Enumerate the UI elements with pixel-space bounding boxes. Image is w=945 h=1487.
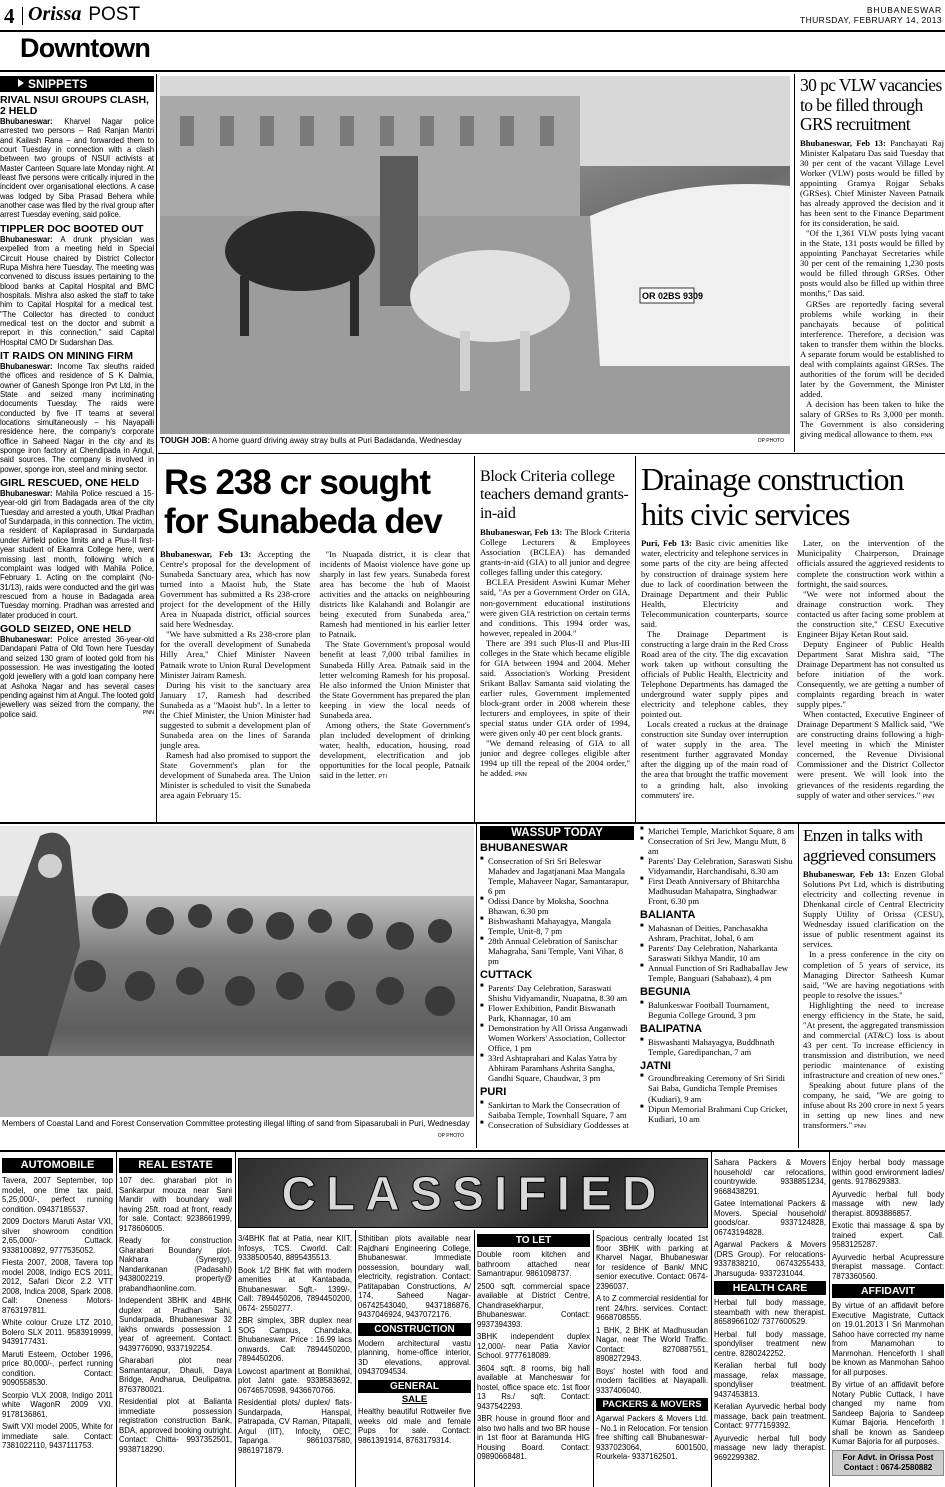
- paragraph: In a press conference in the city on completion of 5 years of service, its Managing Director Satheesh Kumar said, "We are having negotiations with people to resolve the issues.": [803, 949, 944, 1000]
- snippet-headline: TIPPLER DOC BOOTED OUT: [0, 222, 144, 235]
- wassup-label: WASSUP TODAY: [480, 826, 634, 840]
- ad: Agarwal Packers & Movers Ltd. - No.1 in Relocation. For tension free shifting call Bhubaneswar- 9337023064, 6001500, Rourkela- 9337162501.: [596, 1414, 708, 1461]
- enzen-article: [803, 826, 944, 1146]
- snippet-dateline: Bhubaneswar:: [0, 117, 53, 127]
- paragraph: BCLEA President Aswini Kumar Meher said, "As per a Government Order on GIA, non-government educational institutions were given GIA restriction on certain terms and conditions. This 1994 order was, however, repealed in 2004.": [480, 577, 630, 638]
- ad: 3604 sqft. 8 rooms, big hall available at Mancheswar for hostel, office space etc. 1st floor 13 Rs./ sqft. Contact: 9437542293.: [477, 1363, 590, 1411]
- snippet-headline: GOLD SEIZED, ONE HELD: [0, 622, 132, 635]
- classified-col-7: [714, 1158, 826, 1486]
- credit: PNN: [142, 709, 154, 716]
- event-item: ■ Sankirtan to Mark the Consecration of Saibaba Temple, Townhall Square, 7 am: [480, 1100, 634, 1120]
- paragraph: Basic civic amenities like water, electricity and telephone services in some parts of the city are being affected by construction of drainage system here due to lack of coordination between the Drainage Department and their Public Health, Electricity and Telecommunication counterparts, source said.: [641, 538, 789, 629]
- event-item: ■ Dipun Memorial Brahmani Cup Cricket, Kudiari, 10 am: [640, 1104, 795, 1124]
- dateline: Puri, Feb 13:: [641, 538, 692, 549]
- classified-col-3: [238, 1234, 352, 1486]
- snippet-headline: IT RAIDS ON MINING FIRM: [0, 349, 133, 362]
- snippet-headline: GIRL RESCUED, ONE HELD: [0, 477, 140, 490]
- paragraph: GRSes are reportedly facing several problems while working in their panchayats because of political interference. Therefore, a decision was taken to transfer them within the blocks. A separate forum would be established to deal with complaints against GRSes. The authorities of the forum will be decided later by the Government, the Minister added.: [800, 298, 944, 399]
- section-title: Downtown: [20, 33, 151, 63]
- ad: 3BR house in ground floor and also two halls and two BR house in 1st floor at Baramunda HIG Housing Board. Contact: 09890668481.: [477, 1414, 590, 1461]
- ad: Swift VXI model 2005, White for immediate sale. Contact: 7381022110, 9437111753.: [2, 1422, 113, 1450]
- realestate-label: REAL ESTATE: [119, 1158, 232, 1173]
- page-header: [0, 0, 945, 30]
- ad: Herbal full body massage, steambath with new therapist. 8658966102/ 7377600529.: [714, 1298, 826, 1326]
- snippet-dateline: Bhubaneswar:: [0, 634, 53, 644]
- ad: Residential plots/ duplex/ flats- Sundarpada, Hanspal, Patrapada, CV Raman, Pitapalli, Argul (IIT), Infocity, OEC, Tapanga. 9861037580, 9861971879.: [238, 1398, 352, 1455]
- ad: Sahara Packers & Movers household/ car relocations, countrywide. 9338851234, 9668438291.: [714, 1158, 826, 1196]
- snippet-dateline: Bhubaneswar:: [0, 489, 53, 499]
- paper-name: Orissa POST: [28, 3, 141, 25]
- vlw-headline: 30 pc VLW vacancies to be filled through GRS recruitment: [800, 76, 942, 135]
- city-heading: BHUBANESWAR: [480, 842, 568, 854]
- advert-contact-phone: Contact : 0674-2580882: [843, 1462, 933, 1472]
- classified-col-6: [596, 1234, 708, 1486]
- event-item: ■ Mahasnan of Deities, Panchasakha Ashram, Prachitat, Johal, 6 am: [640, 923, 795, 943]
- ad: Exotic thai massage & spa by trained expert. Call. 9583125287.: [832, 1221, 944, 1249]
- ad: Book 1/2 BHK flat with modern amenities at Kantabada, Bhubaneswar. Sqft.- 1399/-. Call: 7894450206, 7894450200, 0674- 2550277.: [238, 1265, 352, 1313]
- sand-protest-photo: [0, 826, 474, 1117]
- dateline: Bhubaneswar, Feb 13:: [803, 869, 890, 880]
- paragraph: Locals created a ruckus at the drainage construction site Sunday over interruption of water supply in the area. The resentment further aggravated Monday after the digging up of the main road of the area that brought the traffic movement to a grinding halt, also invoking commuters' ire.: [641, 719, 788, 800]
- enzen-headline: Enzen in talks with aggrieved consumers: [803, 826, 936, 865]
- event-item: ■ Groundbreaking Ceremony of Sri Siridi Sai Baba, Gundicha Temple Premises (Kudiari), 9 am: [640, 1073, 795, 1103]
- wassup-col-2: [640, 826, 795, 1146]
- paragraph: Panchayati Raj Minister Kalpataru Das said Tuesday that 30 per cent of the vacant Village Level Worker (VLW) posts would be filled by appointing Gramya Rojgar Sebaks (GRSes). Chief Minister Naveen Patnaik has already approved the decision and it has been sent to the Finance Department for its consideration, he said.: [800, 137, 944, 229]
- ad: Modern architectural vastu planning, home-office interior, 3D elevations, approval. 09437094534.: [358, 1338, 471, 1376]
- credit: PTI: [378, 774, 388, 781]
- ad: Double room kitchen and bathroom attached near Samantrapur. 9861098737.: [477, 1250, 590, 1278]
- ad: 107 dec. gharabari plot in Sankarpur mouza near Sani Mandir with boundary wall having 25ft. road at front, ready for sale. Contact: 9238661999, 9178606005.: [119, 1176, 232, 1233]
- ad: 3BHK independent duplex 12,000/- near Patia Xavior School. 9777618089.: [477, 1332, 590, 1360]
- classified-banner-text: CLASSIFIED: [281, 1168, 667, 1221]
- ad: Ayurvedic herbal full body massage with new lady therapist. 8093886857.: [832, 1189, 944, 1218]
- ad: By virtue of an affidavit before Executive Magistrate, Cuttack on 19.01.2013 I Sri Manmohan Sahoo have corrected my name from Manamohan to Manmohan. Henceforth I shall be known as Manmohan Sahoo for all purposes.: [832, 1301, 944, 1377]
- caption-text: Members of Coastal Land and Forest Conservation Committee protesting illegal lifting of sand from Sipasarubali in Puri, Wednesday: [2, 1119, 470, 1128]
- ad: Keralian Ayurvedic herbal body massage, back pain treatment. Contact: 9777159392.: [714, 1402, 826, 1430]
- event-item: ■ Balunkeswar Football Tournament, Begunia College Ground, 3 pm: [640, 1000, 795, 1020]
- dateline: Bhubaneswar, Feb 13:: [800, 137, 886, 148]
- ad: Spacious centrally located 1st floor 3BHK with parking at Kharvel Nagar, Bhubaneswar for residence of Bank/ MNC senior executive. Contact: 0674- 2396037.: [596, 1234, 708, 1291]
- ad: Ready for construction Gharabari Boundary plot- Nakhara (Synergy), Nandankanan (Padasahi) 9438002219. property@ prabandhaonline.com.: [119, 1236, 232, 1293]
- event-item: ■ Parents' Day Celebration, Saraswati Sishu Vidyamandir, Harchandisahi, 8.30 am: [640, 856, 795, 876]
- wassup-col-1: [480, 839, 634, 1146]
- city-heading: JATNI: [640, 1059, 671, 1072]
- event-item: ■ Consecration of Sri Sri Beleswar Mahadev and Jagatjanani Maa Mangala Temple, Mahaveer Nagar, Samantarapur, 6 pm: [480, 856, 634, 896]
- event-item: ■ Parents' Day Celebration, Saraswati Shishu Vidyamandir, Nuapatna, 8.30 am: [480, 983, 634, 1003]
- paragraph: "In Nuapada district, it is clear that incidents of Maoist violence have gone up sharply in last few years. Sunabeda forest area has become the hub of Maoist activities and the attacks on neighbouring districts like Kalahandi and Bolangir are being executed from Sunabeda area," Ramesh had mentioned in his earlier letter to Patnaik.: [319, 549, 470, 640]
- ad: Ayurvedic herbal Acupressure therapist massage. Contact: 7873360560.: [832, 1252, 944, 1281]
- ad: 2BR simplex, 3BR duplex near SOG Campus, Chandaka, Bhubaneswar. Price : 16.99 lacs onwards. Call: 7894450200, 7894450206.: [238, 1316, 352, 1363]
- event-item: ■ Biswashanti Mahayagya, Buddhnath Temple, Garedipanchan, 7 am: [640, 1037, 795, 1057]
- snippets-label: SNIPPETS: [0, 76, 154, 92]
- ad: Boys' hostel with food and modern facilities at Nayapalli. 9337406040.: [596, 1366, 708, 1395]
- paragraph: "We demand releasing of GIA to all junior and degree colleges eligible after 1994 up till the repeal of the 2004 order," he added.: [480, 738, 630, 779]
- event-item: ■ Demonstration by All Orissa Anganwadi Women Workers' Association, Collector Office, 1 pm: [480, 1023, 634, 1053]
- snippet-body: A drunk physician was expelled from a meeting held in Special Circuit House chaired by District Collector Rupa Mishra here Tuesday. The meeting was convened to discuss issues pertaining to the blood banks at Capital Hospital and BMC hospitals. Mishra also asked the staff to take him to Capital Hospital for a medical test. "The Collector has directed to conduct medical test on the doctor and submit a report in this connection," said Capital Hospital CMO Dr Sudarshan Das.: [0, 234, 154, 347]
- photo-credit: OP PHOTO: [757, 438, 784, 444]
- event-item: ■ Marichei Temple, Marichkot Square, 8 am: [640, 826, 795, 836]
- paragraph: There are 391 such Plus-II and Plus-III colleges in the State which became eligible for GIA between 1994 and 2004. Meher said. Association's Working President Srikant Ballav Samanta said violating the earlier rules, Government implemented block-grant order in 2008 wherein these lecturers and employees, in spite of their special status under GIA order of 1994, were given only 40 per cent block grants.: [480, 637, 630, 739]
- snippet-body: Police arrested 36-year-old Dandapani Patra of Old Town here Tuesday and seized 130 gram of looted gold from his possession. He was investigating the looted gold jewellery with a gold loan company here at Ashoka Nagar and has several cases pending against him at Angul. The looted gold jewellery was seized from the company, the police said.: [0, 634, 154, 719]
- drainage-article: [641, 462, 944, 822]
- ad: 2009 Doctors Maruti Astar VXI, silver showroom condition 2,65,000/- Cuttack. 9338100892, 9777535052.: [2, 1217, 113, 1255]
- paragraph: Later, on the intervention of the Municipality Chairperson, Drainage officials assured the aggrieved residents to complete the construction work within a fortnight, the said sources.: [797, 538, 944, 589]
- classified-realestate: [119, 1158, 232, 1484]
- snippet-3: [0, 351, 154, 474]
- ad: Herbal full body massage, spondyliser treatment new centre. 8280242252.: [714, 1329, 826, 1358]
- classified-banner: [238, 1158, 708, 1228]
- packers-label: PACKERS & MOVERS: [596, 1398, 708, 1411]
- photo2-caption: [2, 1119, 472, 1145]
- dateline-date: THURSDAY, FEBRUARY 14, 2013: [800, 16, 942, 25]
- credit: PNN: [920, 433, 933, 440]
- advert-contact-line: For Advt. in Orissa Post: [842, 1452, 934, 1462]
- ad: 2500 sqft. commercial space available at District Centre, Chandrasekharpur, Bhubaneswar. Contact: 9937394393.: [477, 1281, 590, 1329]
- paragraph: The State Government's proposal would benefit at least 7,000 tribal families in Sunabeda Hilly Area. Patnaik said in the letter welcoming Ramesh for his proposal. He also informed the Union Minister that the State Government has prepared the plan keeping in view the local needs of Sunabeda area.: [319, 639, 470, 720]
- ad: Keralian herbal full body massage, relax massage, spondyliser treatment. 9437453813.: [714, 1361, 826, 1399]
- event-item: ■ Odissi Dance by Moksha, Soochna Bhawan, 6.30 pm: [480, 896, 634, 916]
- dateline-city: BHUBANESWAR: [866, 6, 942, 15]
- snippet-headline: RIVAL NSUI GROUPS CLASH, 2 HELD: [0, 94, 149, 118]
- ad: Tavera, 2007 September, top model, one time tax paid, 5,25,000/-, perfect running condition. 09437185537.: [2, 1176, 113, 1214]
- ad: Sthitiban plots available near Rajdhani Engineering College, Bhubaneswar. Immediate possession, boundary wall, electricity, registration. Contact: Patitapaban Constructions, A/ 174, Saheed Nagar- 06742543040, 9437186876, 9437046924, 9437072176.: [358, 1234, 471, 1319]
- advert-contact-box: [832, 1450, 944, 1477]
- classified-col-4: [358, 1234, 471, 1486]
- paragraph: Speaking about future plans of the company, he said, "We are going to infuse about Rs 200 crore in next 5 years in setting up new lines and new transformers.": [803, 1080, 944, 1131]
- snippet-body: Mahila Police rescued a 15-year-old girl from Badagada area of the city Tuesday and arrested a youth, Utkal Pradhan of Sundarpada, in this connection. The victim, a resident of Kapilaprasad in Sundarpada under Airfield police limits and a Plus-II first-year student of Ekamra College here, went missing last month, following which a complaint was lodged with Mahila Police, February 1. Acting on the complaint (No-31/13), raids were conducted and the girl was rescued from a house in Badagada area Tuesday morning. Pradhan was arrested and later produced in court.: [0, 489, 154, 620]
- wassup-today: [480, 826, 795, 1146]
- affidavit-label: AFFIDAVIT: [832, 1284, 944, 1298]
- page-divider: [22, 7, 23, 25]
- drainage-headline: Drainage construction hits civic services: [641, 462, 904, 533]
- event-item: ■ 28th Annual Celebration of Sanischar Mahagraha, Sani Temple, Vani Vihar, 8 pm: [480, 936, 634, 966]
- event-item: ■ Consecration of Subsidiary Goddesses at: [480, 1120, 634, 1130]
- page-number: 4: [4, 4, 15, 28]
- ad: Gatee International Packers & Movers. Special household/ goods/car. 9337124828, 06743194828.: [714, 1199, 826, 1237]
- ad: Residential plot at Balianta immediate possession registration construction Bank, BDA, approved booking outright. Contact: Chitta- 9937352501, 9938718290.: [119, 1397, 232, 1454]
- event-item: ■ 33rd Ashtaprahari and Kalas Yatra by Abhiram Paramhans Ashrita Sangha, Gandhi Square, Chaudwar, 3 pm: [480, 1053, 634, 1083]
- event-item: ■ Annual Function of Sri Radhaballav Jew Temple, Banguari (Sahabaaz), 4 pm: [640, 963, 795, 983]
- ad: By virtue of an affidavit before Notary Public Cuttack, I have changed my name from Sandeep Bajoria to Sandeep Kumar Bajoria. Henceforth I shall be known as Sandeep Kumar Bajoria for all purposes.: [832, 1380, 944, 1446]
- ad: Ayurvedic herbal full body massage new lady therapist. 9692299382.: [714, 1433, 826, 1462]
- paragraph: When contacted, Executive Engineer of Drainage Department S Mallick said, "We are constructing drains following a high-level meeting in which the Minister concerned, the Revenue Divisional Commissioner and the District Collector were present. We will look into the grievances of the residents regarding the supply of water and other services.": [797, 709, 944, 800]
- automobile-label: AUTOMOBILE: [2, 1158, 113, 1173]
- ad: Agarwal Packers & Movers (DRS Group). For relocations- 9337838210, 06743255433, Jharsuguda- 9337231044.: [714, 1240, 826, 1278]
- paragraph: "Of the 1,361 VLW posts lying vacant in the State, 131 posts would be filled by appointing Panchayat Secretaries while 30 per cent of the remaining 1,230 posts would be filled through GRSes. Other posts would also be filled up within three months," Das said.: [800, 228, 944, 299]
- general-label: GENERAL: [358, 1380, 471, 1393]
- event-item: ■ Consecration of Sri Jew, Mangu Mutt, 8 am: [640, 836, 795, 856]
- block-headline: Block Criteria college teachers demand grants-in-aid: [480, 468, 629, 522]
- stray-bulls-scene: [160, 76, 790, 434]
- sunabeda-headline: Rs 238 cr sought for Sunabeda dev: [164, 463, 442, 541]
- classified-automobile: [2, 1158, 113, 1484]
- credit: PNN: [922, 793, 935, 800]
- city-heading: PURI: [480, 1086, 507, 1099]
- healthcare-label: HEALTH CARE: [714, 1281, 826, 1295]
- snippet-dateline: Bhubaneswar:: [0, 361, 53, 371]
- credit: PNN: [854, 1124, 866, 1131]
- construction-label: CONSTRUCTION: [358, 1323, 471, 1336]
- photo1-caption: [160, 436, 790, 450]
- caption-label: TOUGH JOB:: [160, 436, 211, 445]
- paragraph: A decision has been taken to hike the salary of GRSes to Rs 3,000 per month. The Government is also considering giving medical allowance to them.: [800, 399, 944, 440]
- ad: A to Z commercial residential for rent 24/hrs. services. Contact: 9668708555.: [596, 1294, 708, 1322]
- sunabeda-article: [160, 458, 470, 822]
- ad: Scorpio VLX 2008, Indigo 2011 white WagonR 2009 VXI. 9178136861.: [2, 1390, 113, 1419]
- snippet-5: [0, 624, 154, 719]
- protest-scene: [0, 826, 474, 1117]
- paragraph: "We have submitted a Rs 238-crore plan for the overall development of Sunabeda Hilly Area," Chief Minister Naveen Patnaik wrote to Union Rural Development Minister Jairam Ramesh.: [160, 629, 311, 680]
- paragraph: The Block Criteria College Lecturers & Employees Association (BCLEA) has demanded grants-in-aid (GIA) to all junior and degree colleges falling under this category.: [480, 527, 630, 578]
- paragraph: Enzen Global Solutions Pvt Ltd, which is distributing electricity and collecting revenue in Dhenkanal circle of Central Electricity Supply Utility of Orissa (CESU), Wednesday issued clarification on the issue of public resentment against its services.: [803, 869, 944, 950]
- snippets-column: [0, 76, 154, 822]
- snippet-1: [0, 95, 154, 220]
- event-item: ■ Bishwashanti Mahayagya, Mangala Temple, Unit-8, 7 pm: [480, 916, 634, 936]
- dateline: Bhubaneswar, Feb 13:: [160, 549, 252, 559]
- photo-credit: OP PHOTO: [437, 1133, 464, 1139]
- snippet-body: Income Tax sleuths raided the offices and residence of S K Dalmia, owner of Ganesh Sponge Iron Pvt Ltd, in the State and seized many incriminating documents Tuesday. The raids were conducted by five IT teams at several locations simultaneously – his Nayapalli residence here, the company's corporate office in Saheed Nagar in the city and its sponge iron factory at Chendipada in Angul, said sources. The company is involved in power, sponge iron, steel and mining sector.: [0, 361, 154, 474]
- vlw-article: [800, 76, 944, 452]
- sale-label: SALE: [401, 1393, 428, 1405]
- license-plate: OR 02BS 9309: [642, 291, 704, 301]
- event-item: ■ Parents' Day Celebration, Naharkanta Saraswati Sikhya Mandir, 10 am: [640, 943, 795, 963]
- snippet-2: [0, 224, 154, 347]
- paragraph: Highlighting the need to increase energy efficiency in the State, he said, "At present, the aggregated transmission and commercial (AT&C) loss is about 43 per cent. To increase efficiency in transmission and distribution, we need periodic maintenance of existing infrastructure and creation of new ones.": [803, 999, 944, 1081]
- city-heading: BALIANTA: [640, 909, 696, 922]
- stray-bulls-photo: [160, 76, 790, 434]
- ad: 3/4BHK flat at Patia, near KIIT, Infosys, TCS. Cworld. Call: 9338500540, 8895435513.: [238, 1234, 352, 1262]
- event-item: ■ Flower Exhibition, Pandit Biswanath Park, Khannagar, 10 am: [480, 1003, 634, 1023]
- paragraph: Deputy Engineer of Public Health Department Sarat Mishra said, "The Drainage Department has not consulted us before initiation of the work. Consequently, we are getting a number of complaints regarding breach in water supply pipes.": [797, 638, 944, 710]
- classified-col-8: [832, 1158, 944, 1486]
- ad: 1 BHK, 2 BHK at Madhusudan Nagar, near The World Traffic. Contact: 8270887551, 8908272943.: [596, 1325, 708, 1363]
- city-heading: BEGUNIA: [640, 986, 691, 999]
- ad: Independent 3BHK and 4BHK duplex at Pradhan Sahi, Sundarpada, Bhubaneswar 32 lakhs onwards possession 1 year of agreement. Contact: 9439776090, 9337192254.: [119, 1296, 232, 1353]
- ad: Healthy beautiful Rottweiler five weeks old male and female Pups for sale. Contact: 9861391914, 8763179314.: [358, 1407, 471, 1445]
- tolet-label: TO LET: [477, 1234, 590, 1247]
- ad: Maruti Esteem, October 1996, price 80,000/-, perfect running condition. Contact: 9090558530.: [2, 1349, 113, 1387]
- city-heading: BALIPATNA: [640, 1023, 702, 1036]
- paragraph: The Drainage Department is constructing a large drain in the Red Cross Road area of the city. The dig excavation work taken up without consulting the officials of Public Health, Electricity and Telephone Departments has damaged the underground water supply pipes and electricity and telephone cables, they pointed out.: [641, 628, 788, 720]
- caption-text: A home guard driving away stray bulls at Puri Badadanda, Wednesday: [211, 436, 462, 445]
- credit: PNN: [515, 772, 527, 779]
- paragraph: Ramesh had also promised to support the State Government's plan for the development of Sunabeda area. The Union Minister is scheduled to visit the Sunabeda area again February 15.: [160, 749, 311, 801]
- ad: Gharabari plot near Samantarapur, Dhauli, Daya Bridge, Andharua, Deulipatna. 8763780021.: [119, 1356, 232, 1394]
- block-criteria-article: [480, 468, 630, 822]
- paragraph: Accepting the Centre's proposal for the development of Sunabeda Sanctuary area, which has now turned into a Maoist hub, the State Government has submitted a Rs 238-crore project for the development of the Hilly Area in Nuapada district, official sources said here Wednesday.: [160, 549, 311, 630]
- dateline: Bhubaneswar, Feb 13:: [480, 527, 563, 538]
- paragraph: Among others, the State Government's plan included development of drinking water, health, education, housing, road development, electrification and job opportunities for the local people, Patnaik said in the letter.: [319, 719, 470, 781]
- event-item: ■ First Death Anniversary of Bhitarchha Madhusudan Mahapatra, Singhadwar Front, 6.30 pm: [640, 876, 795, 906]
- ad: Fiesta 2007, 2008, Tavera top model 2008, Indigo ECS 2011, 2012, Safari Dicor 2.2 VTT 2008, Indica 2008, Spark 2008. Call: Oneness Motors-8763197811.: [2, 1258, 113, 1315]
- snippet-4: [0, 478, 154, 620]
- classified-tolet: [477, 1234, 590, 1486]
- city-heading: CUTTACK: [480, 969, 533, 982]
- snippet-dateline: Bhubaneswar:: [0, 234, 53, 244]
- paragraph: "We were not informed about the drainage construction work. They contacted us after facing some problem at the construction site," CESU Executive Engineer Bijay Ketan Rout said.: [797, 588, 944, 639]
- ad: Lowcost apartment at Bomikhal, plot Jatni gate. 9338583692, 06746570598, 9436670766.: [238, 1366, 352, 1395]
- paragraph: During his visit to the sanctuary area January 17, Ramesh had described Sunabeda as a "Maoist hub". In a letter to the Chief Minister, the Union Minister had suggested to submit a development plan of Sunabeda area on the lines of Saranda jungle area.: [160, 679, 311, 750]
- snippet-body: Kharvel Nagar police arrested two persons – Rati Ranjan Mantri and Kailash Rana – and forwarded them to court Tuesday in connection with a clash between two groups of NSUI activists at Master Canteen Square late Monday night. At least five persons were critically injured in the incident over organisational elections. A case was lodged by Siba Prasad Behera while another case was filed by the rival group after arrest Tuesday evening, said police.: [0, 117, 154, 220]
- ad: Enjoy herbal body massage within good environment ladies/ gents. 9178629383.: [832, 1158, 944, 1186]
- ad: White colour Cruze LTZ 2010, Bolero SLX 2011. 9583919999, 9439177431.: [2, 1318, 113, 1346]
